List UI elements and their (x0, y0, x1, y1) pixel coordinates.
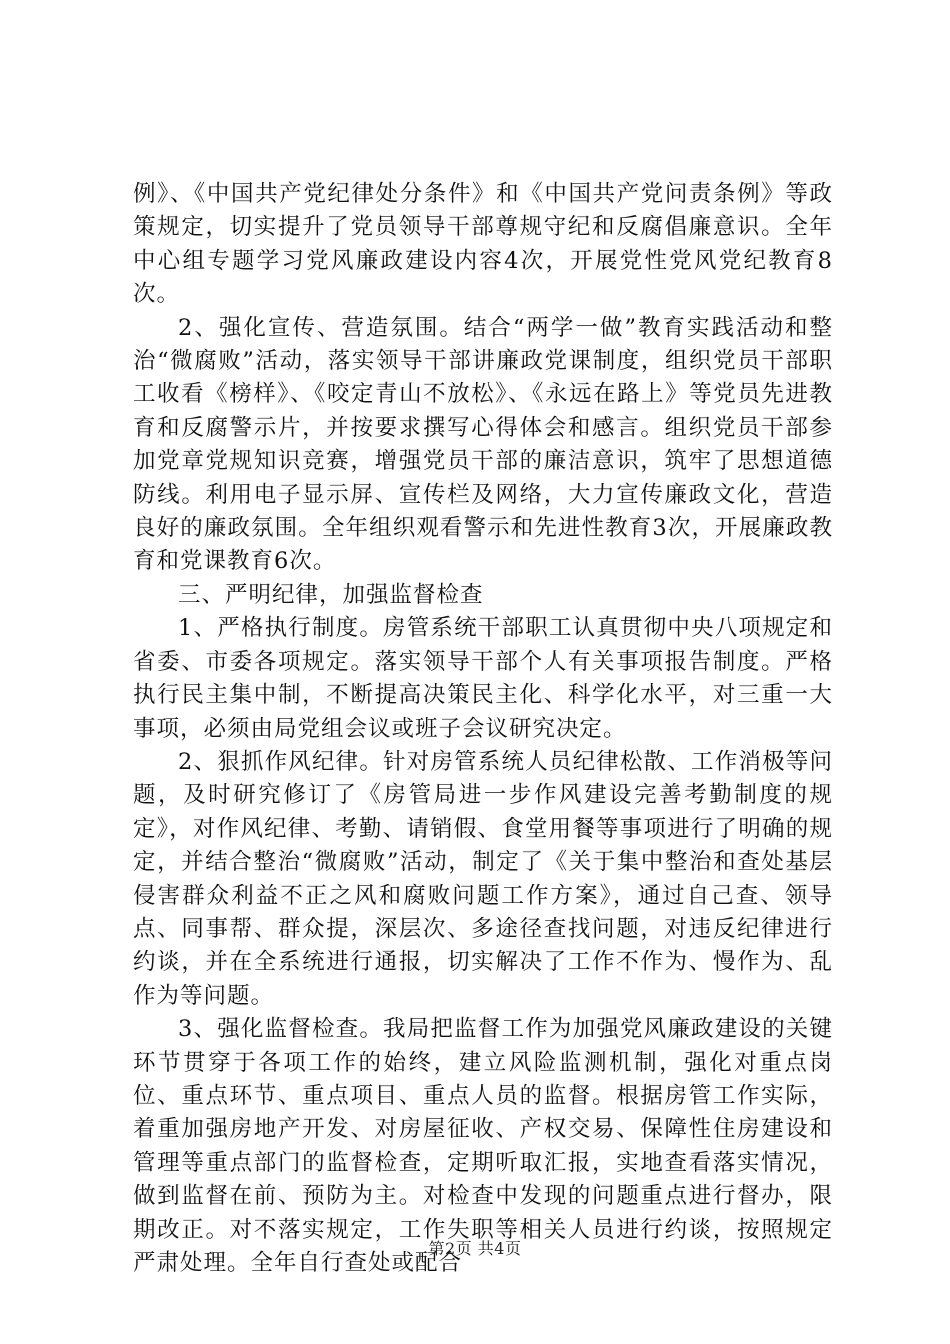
page-number-footer: 第2页 共4页 (428, 1239, 522, 1258)
paragraph-supervision: 3、强化监督检查。我局把监督工作为加强党风廉政建设的关键环节贯穿于各项工作的始终，建立风险监测机制，强化对重点岗位、重点环节、重点项目、重点人员的监督。根据房管工作实际，着重加强房地产开发、对房屋征收、产权交易、保障性住房建设和管理等重点部门的监督检查，定期听取汇报，实地查看落实情况，做到监督在前、预防为主。对检查中发现的问题重点进行督办，限期改正。对不落实规定，工作失职等相关人员进行约谈，按照规定严肃处理。全年自行查处或配合 (133, 1016, 833, 1276)
section-heading-discipline: 三、严明纪律，加强监督检查 (178, 581, 484, 608)
paragraph-continuation: 例》、《中国共产党纪律处分条件》和《中国共产党问责条例》等政策规定，切实提升了党员领导干部尊规守纪和反腐倡廉意识。全年中心组专题学习党风廉政建设内容4次，开展党性党风党纪教育8次。 (133, 181, 833, 308)
paragraph-work-style: 2、狠抓作风纪律。针对房管系统人员纪律松散、工作消极等问题，及时研究修订了《房管局进一步作风建设完善考勤制度的规定》，对作风纪律、考勤、请销假、食堂用餐等事项进行了明确的规定，并结合整治“微腐败”活动，制定了《关于集中整治和查处基层侵害群众利益不正之风和腐败问题工作方案》，通过自己查、领导点、同事帮、群众提，深层次、多途径查找问题，对违反纪律进行约谈，并在全系统进行通报，切实解决了工作不作为、慢作为、乱作为等问题。 (133, 748, 833, 1009)
paragraph-enforce-system: 1、严格执行制度。房管系统干部职工认真贯彻中央八项规定和省委、市委各项规定。落实领导干部个人有关事项报告制度。严格执行民主集中制，不断提高决策民主化、科学化水平，对三重一大事项，必须由局党组会议或班子会议研究决定。 (133, 615, 833, 742)
paragraph-publicity: 2、强化宣传、营造氛围。结合“两学一做”教育实践活动和整治“微腐败”活动，落实领导干部讲廉政党课制度，组织党员干部职工收看《榜样》、《咬定青山不放松》、《永远在路上》等党员先进教育和反腐警示片，并按要求撰写心得体会和感言。组织党员干部参加党章党规知识竞赛，增强党员干部的廉洁意识，筑牢了思想道德防线。利用电子显示屏、宣传栏及网络，大力宣传廉政文化，营造良好的廉政氛围。全年组织观看警示和先进性教育3次，开展廉政教育和党课教育6次。 (133, 314, 833, 575)
document-body (133, 178, 833, 1280)
